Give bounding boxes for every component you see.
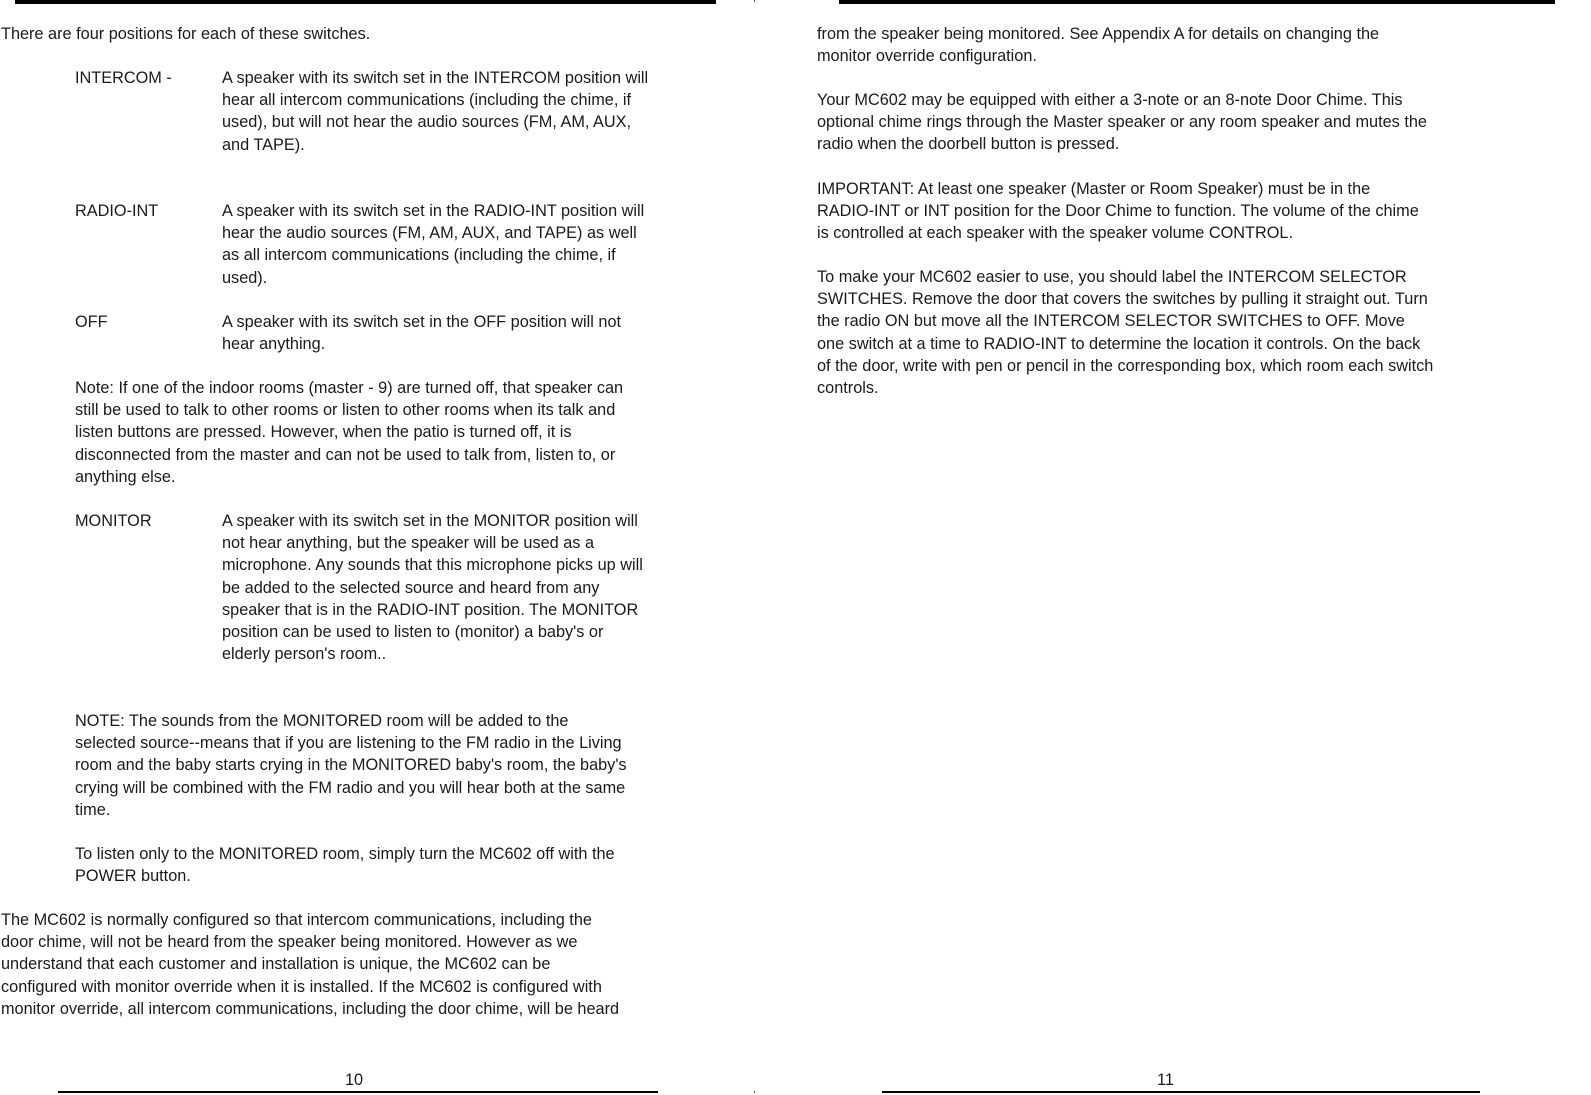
important-paragraph: IMPORTANT: At least one speaker (Master or Room Speaker) must be in the RADIO-INT or INT position for the Door Chime to function. The volume of the chime is controlled at each speaker with the speaker volume CONTROL. xyxy=(817,180,1419,243)
crop-mark xyxy=(754,0,755,2)
position-definition: A speaker with its switch set in the RADIO-INT position will hear the audio sources (FM, AM, AUX, and TAPE) as well as all intercom communications (including the chime, if used). xyxy=(222,202,645,287)
position-definition: A speaker with its switch set in the INTERCOM position will hear all intercom communications (including the chime, if used), but will not hear the audio sources (FM, AM, AUX, and TAPE). xyxy=(222,69,649,154)
intro-paragraph: There are four positions for each of these switches. xyxy=(1,25,371,43)
door-chime-paragraph: Your MC602 may be equipped with either a 3-note or an 8-note Door Chime. This optional chime rings through the Master speaker or any room speaker and mutes the radio when the doorbell button is pressed. xyxy=(817,91,1427,154)
continuation-paragraph: from the speaker being monitored. See Appendix A for details on changing the monitor override configuration. xyxy=(817,25,1380,66)
note-off-paragraph: Note: If one of the indoor rooms (master - 9) are turned off, that speaker can still be used to talk to other rooms or listen to other rooms when its talk and listen buttons are pressed. However, when the patio is turned off, it is disconnected from the master and can not be used to talk from, listen to, or anything else. xyxy=(75,379,624,486)
labeling-paragraph: To make your MC602 easier to use, you should label the INTERCOM SELECTOR SWITCHES. Remove the door that covers the switches by pulling it straight out. Turn the radio ON but move all the INTERCOM SELECTOR SWITCHES to OFF. Move one switch at a time to RADIO-INT to determine the location it controls. On the back of the door, write with pen or pencil in the corresponding box, which room each switch controls. xyxy=(817,268,1434,398)
configuration-paragraph: The MC602 is normally configured so that intercom communications, including the door chime, will not be heard from the speaker being monitored. However as we understand that each customer and installation is unique, the MC602 can be configured with monitor override when it is installed. If the MC602 is configured with monitor override, all intercom communications, including the door chime, will be heard xyxy=(1,911,620,1018)
top-rule xyxy=(839,0,1555,4)
left-page xyxy=(0,0,760,1095)
bottom-rule xyxy=(58,1091,658,1093)
right-page xyxy=(768,0,1591,1095)
position-term: INTERCOM - xyxy=(75,69,172,87)
bottom-rule xyxy=(882,1091,1480,1093)
page-number: 10 xyxy=(345,1071,364,1089)
position-term: MONITOR xyxy=(75,512,152,530)
crop-mark xyxy=(754,1091,755,1093)
page-number: 11 xyxy=(1157,1071,1174,1089)
position-term: OFF xyxy=(75,313,108,331)
position-definition: A speaker with its switch set in the MONITOR position will not hear anything, but the speaker will be used as a microphone. Any sounds that this microphone picks up will be added to the selected source and heard from any speaker that is in the RADIO-INT position. The MONITOR position can be used to listen to (monitor) a baby's or elderly person's room.. xyxy=(222,512,643,664)
note-monitor-paragraph: NOTE: The sounds from the MONITORED room will be added to the selected source--means that if you are listening to the FM radio in the Living room and the baby starts crying in the MONITORED baby's room, the baby's crying will be combined with the FM radio and you will hear both at the same time. xyxy=(75,712,627,819)
position-term: RADIO-INT xyxy=(75,202,159,220)
position-definition: A speaker with its switch set in the OFF position will not hear anything. xyxy=(222,313,622,354)
listen-only-paragraph: To listen only to the MONITORED room, simply turn the MC602 off with the POWER button. xyxy=(75,845,615,886)
top-rule xyxy=(15,0,716,4)
